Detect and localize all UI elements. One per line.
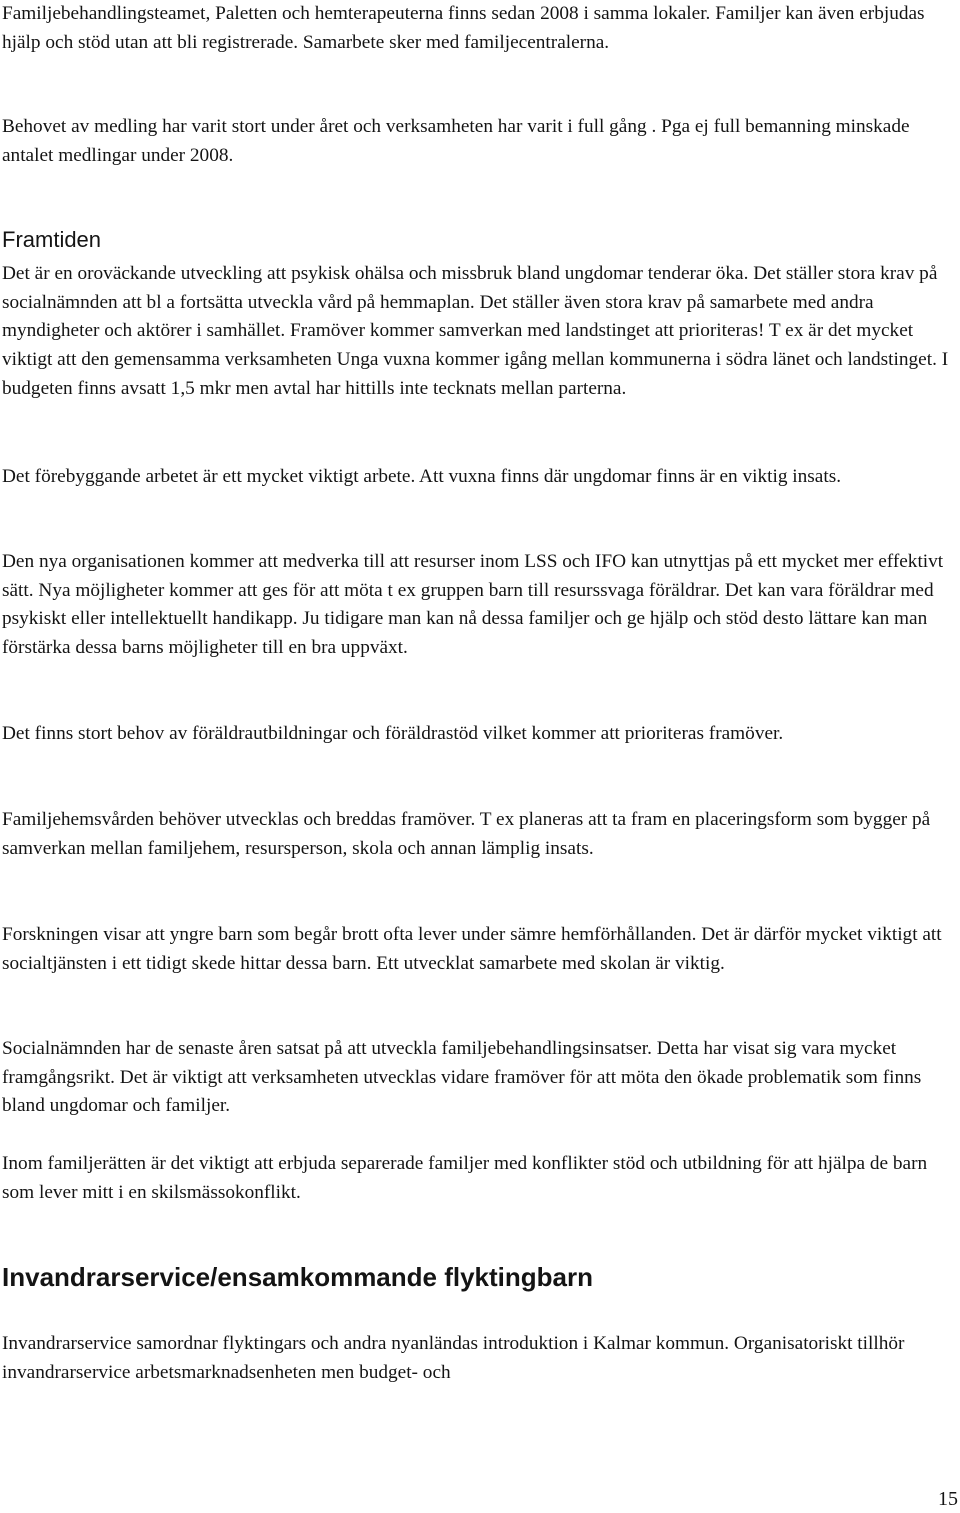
paragraph-framtiden-1: Det är en oroväckande utveckling att psykisk ohälsa och missbruk bland ungdomar tenderar öka. Det ställer stora krav på socialnämnden att bl a fortsätta utveckla vård på hemmaplan. Det ställer även stora krav på samarbete med andra myndigheter och aktörer i samhället. Framöver kommer samverkan med landstinget att prioriteras! T ex är det mycket viktigt att den gemensamma verksamheten Unga vuxna kommer igång mellan kommunerna i södra länet och landstinget. I budgeten finns avsatt 1,5 mkr men avtal har hittills inte tecknats mellan parterna. bbox=[2, 263, 949, 399]
paragraph-familjebehandling: Familjebehandlingsteamet, Paletten och hemterapeuterna finns sedan 2008 i samma lokaler. Familjer kan även erbjudas hjälp och stöd utan att bli registrerade. Samarbete sker med familjecentralerna. bbox=[2, 3, 925, 53]
heading-framtiden: Framtiden bbox=[2, 227, 102, 252]
paragraph-medling: Behovet av medling har varit stort under året och verksamheten har varit i full gång . Pga ej full bemanning minskade antalet medlingar under 2008. bbox=[2, 116, 910, 166]
heading-invandrarservice: Invandrarservice/ensamkommande flyktingbarn bbox=[2, 1262, 594, 1292]
page-number: 15 bbox=[938, 1488, 958, 1510]
paragraph-socialnamnden: Socialnämnden har de senaste åren satsat på att utveckla familjebehandlingsinsatser. Detta har visat sig vara mycket framgångsrikt. Det är viktigt att verksamheten utvecklas vidare framöver för att möta den ökade problematik som finns bland ungdomar och familjer. bbox=[2, 1038, 922, 1117]
paragraph-organisation: Den nya organisationen kommer att medverka till att resurser inom LSS och IFO kan utnyttjas på ett mycket mer effektivt sätt. Nya möjligheter kommer att ges för att möta t ex gruppen barn till resurssvaga föräldrar. Det kan vara föräldrar med psykiskt eller intellektuellt handikapp. Ju tidigare man kan nå dessa familjer och ge hjälp och stöd desto lättare kan man förstärka dessa barns möjligheter till en bra uppväxt. bbox=[2, 551, 944, 659]
paragraph-familjehemsvard: Familjehemsvården behöver utvecklas och breddas framöver. T ex planeras att ta fram en placeringsform som bygger på samverkan mellan familjehem, resursperson, skola och annan lämplig insats. bbox=[2, 809, 931, 859]
paragraph-forskning: Forskningen visar att yngre barn som begår brott ofta lever under sämre hemförhållanden. Det är därför mycket viktigt att socialtjänsten i ett tidigt skede hittar dessa barn. Ett utvecklat samarbete med skolan är viktig. bbox=[2, 924, 942, 974]
paragraph-invandrarservice: Invandrarservice samordnar flyktingars och andra nyanländas introduktion i Kalmar kommun. Organisatoriskt tillhör invandrarservice arbetsmarknadsenheten men budget- och bbox=[2, 1333, 905, 1383]
paragraph-familjeratten: Inom familjerätten är det viktigt att erbjuda separerade familjer med konflikter stöd och utbildning för att hjälpa de barn som lever mitt i en skilsmässokonflikt. bbox=[2, 1153, 928, 1203]
paragraph-foraldrautbildning: Det finns stort behov av föräldrautbildningar och föräldrastöd vilket kommer att prioriteras framöver. bbox=[2, 723, 784, 744]
paragraph-forebyggande: Det förebyggande arbetet är ett mycket viktigt arbete. Att vuxna finns där ungdomar finns är en viktig insats. bbox=[2, 466, 842, 487]
